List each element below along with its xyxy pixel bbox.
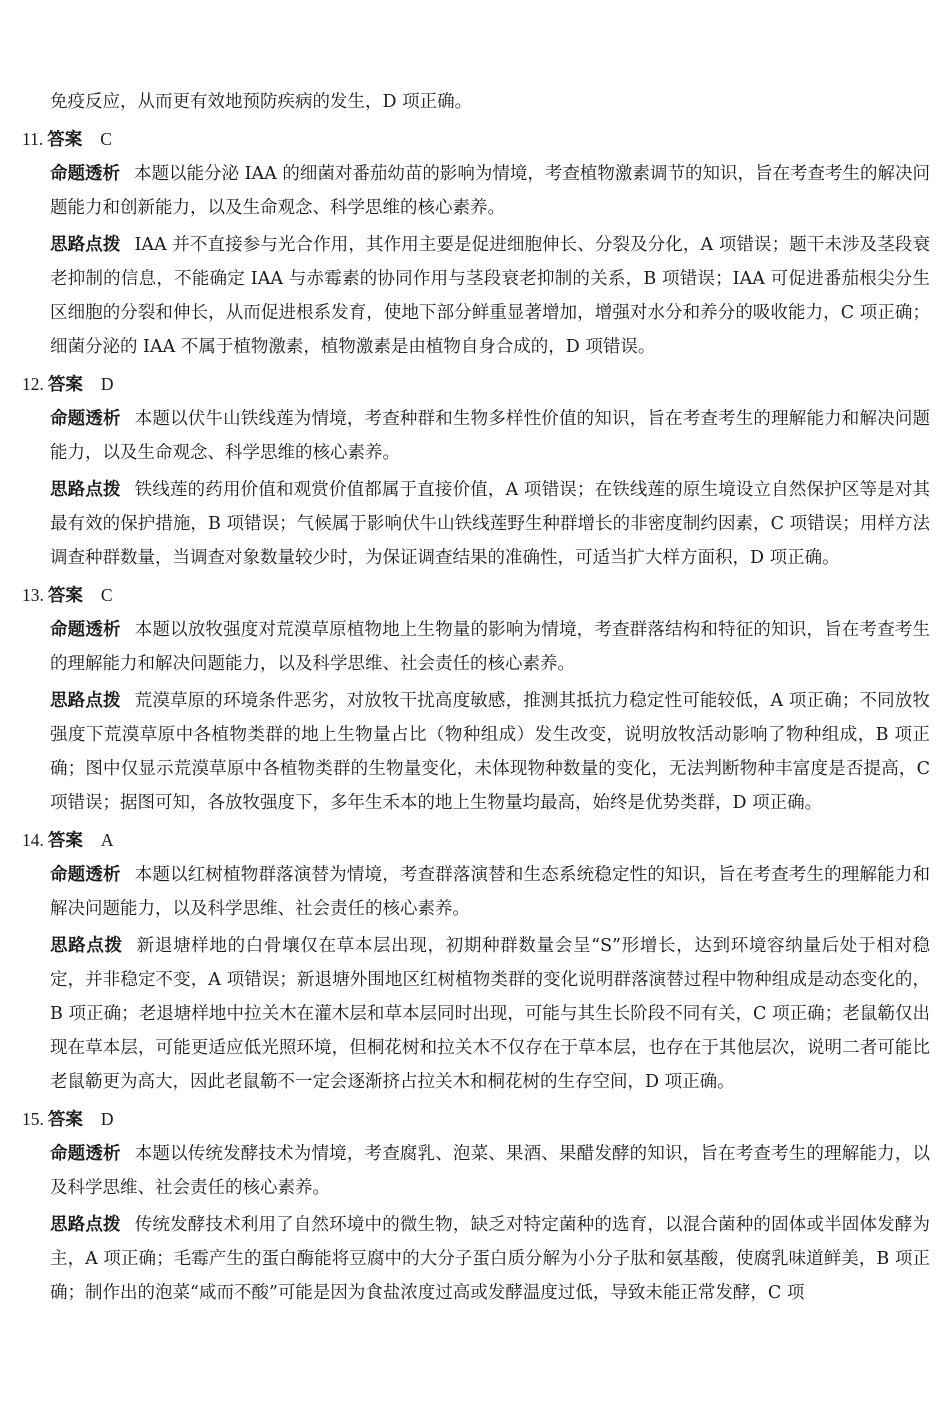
- analysis-text: 本题以能分泌 IAA 的细菌对番茄幼苗的影响为情境，考查植物激素调节的知识，旨在考查考生的解决问题能力和创新能力，以及生命观念、科学思维的核心素养。: [50, 164, 930, 218]
- question-header: [22, 1102, 930, 1137]
- analysis-text: 本题以放牧强度对荒漠草原植物地上生物量的影响为情境，考查群落结构和特征的知识，旨在考查考生的理解能力和解决问题能力，以及科学思维、社会责任的核心素养。: [50, 620, 931, 674]
- analysis-text: 本题以传统发酵技术为情境，考查腐乳、泡菜、果酒、果醋发酵的知识，旨在考查考生的理解能力，以及科学思维、社会责任的核心素养。: [50, 1144, 931, 1198]
- analysis-tag: 命题透析: [50, 865, 121, 885]
- hint-paragraph: [50, 684, 930, 820]
- answer-value: C: [100, 585, 113, 605]
- answer-value: A: [100, 830, 114, 850]
- question-number: 14.: [22, 830, 44, 850]
- question-header: [22, 122, 930, 157]
- question-header: [22, 823, 930, 858]
- answer-label: 答案: [47, 586, 83, 606]
- hint-tag: 思路点拨: [50, 691, 121, 711]
- hint-text: IAA 并不直接参与光合作用，其作用主要是促进细胞伸长、分裂及分化，A 项错误；题干未涉及茎段衰老抑制的信息，不能确定 IAA 与赤霉素的协同作用与茎段衰老抑制的关系，B 项错误；IAA 可促进番茄根尖分生区细胞的分裂和伸长，从而促进根系发育，使地下部分鲜重显著增加，增强对水分和养分的吸收能力，C 项正确；细菌分泌的 IAA 不属于植物激素，植物激素是由植物自身合成的，D 项错误。: [50, 235, 931, 357]
- hint-tag: 思路点拨: [50, 235, 121, 255]
- hint-text: 荒漠草原的环境条件恶劣，对放牧干扰高度敏感，推测其抵抗力稳定性可能较低，A 项正确；不同放牧强度下荒漠草原中各植物类群的地上生物量占比（物种组成）发生改变，说明放牧活动影响了物种组成，B 项正确；图中仅显示荒漠草原中各植物类群的生物量变化，未体现物种数量的变化，无法判断物种丰富度是否提高，C 项错误；据图可知，各放牧强度下，多年生禾本的地上生物量均最高，始终是优势类群，D 项正确。: [50, 691, 931, 813]
- question-11: [22, 122, 931, 364]
- analysis-paragraph: [50, 1137, 930, 1205]
- answer-page: [22, 85, 931, 1313]
- analysis-paragraph: [50, 858, 930, 926]
- answer-value: D: [100, 1109, 114, 1129]
- question-number: 15.: [22, 1109, 44, 1129]
- answer-label: 答案: [47, 375, 83, 395]
- answer-label: 答案: [47, 831, 83, 851]
- hint-text: 传统发酵技术利用了自然环境中的微生物，缺乏对特定菌种的选育，以混合菌种的固体或半固体发酵为主，A 项正确；毛霉产生的蛋白酶能将豆腐中的大分子蛋白质分解为小分子肽和氨基酸，使腐乳味道鲜美，B 项正确；制作出的泡菜“咸而不酸”可能是因为食盐浓度过高或发酵温度过低，导致未能正常发酵，C 项: [50, 1215, 931, 1303]
- question-header: [22, 578, 930, 613]
- hint-paragraph: [50, 473, 930, 575]
- hint-text: 新退塘样地的白骨壤仅在草本层出现，初期种群数量会呈“S”形增长，达到环境容纳量后处于相对稳定，并非稳定不变，A 项错误；新退塘外围地区红树植物类群的变化说明群落演替过程中物种组成是动态变化的，B 项正确；老退塘样地中拉关木在灌木层和草本层同时出现，可能与其生长阶段不同有关，C 项正确；老鼠簕仅出现在草本层，可能更适应低光照环境，但桐花树和拉关木不仅存在于草本层，也存在于其他层次，说明二者可能比老鼠簕更为高大，因此老鼠簕不一定会逐渐挤占拉关木和桐花树的生存空间，D 项正确。: [50, 936, 931, 1092]
- analysis-text: 本题以伏牛山铁线莲为情境，考查种群和生物多样性价值的知识，旨在考查考生的理解能力和解决问题能力，以及生命观念、科学思维的核心素养。: [50, 409, 931, 463]
- hint-text: 铁线莲的药用价值和观赏价值都属于直接价值，A 项错误；在铁线莲的原生境设立自然保护区等是对其最有效的保护措施，B 项错误；气候属于影响伏牛山铁线莲野生种群增长的非密度制约因素，C 项错误；用样方法调查种群数量，当调查对象数量较少时，为保证调查结果的准确性，可适当扩大样方面积，D 项正确。: [50, 480, 931, 568]
- analysis-paragraph: [50, 613, 930, 681]
- answer-value: C: [100, 129, 112, 149]
- answer-value: D: [100, 374, 114, 394]
- question-number: 13.: [22, 585, 44, 605]
- analysis-tag: 命题透析: [50, 409, 121, 429]
- answer-label: 答案: [47, 130, 83, 150]
- question-15: [22, 1102, 931, 1310]
- analysis-tag: 命题透析: [50, 620, 121, 640]
- question-12: [22, 367, 931, 575]
- analysis-text: 本题以红树植物群落演替为情境，考查群落演替和生态系统稳定性的知识，旨在考查考生的理解能力和解决问题能力，以及科学思维、社会责任的核心素养。: [50, 865, 931, 919]
- analysis-paragraph: [50, 157, 930, 225]
- question-14: [22, 823, 931, 1099]
- intro-line: 免疫反应，从而更有效地预防疾病的发生，D 项正确。: [50, 92, 473, 112]
- question-number: 11.: [22, 129, 44, 149]
- hint-tag: 思路点拨: [50, 936, 123, 956]
- question-header: [22, 367, 930, 402]
- analysis-tag: 命题透析: [50, 164, 121, 184]
- analysis-tag: 命题透析: [50, 1144, 121, 1164]
- hint-paragraph: [50, 1208, 930, 1310]
- question-13: [22, 578, 931, 820]
- hint-paragraph: [50, 929, 930, 1099]
- hint-tag: 思路点拨: [50, 480, 121, 500]
- question-number: 12.: [22, 374, 44, 394]
- hint-tag: 思路点拨: [50, 1215, 121, 1235]
- hint-paragraph: [50, 228, 930, 364]
- answer-label: 答案: [47, 1110, 83, 1130]
- analysis-paragraph: [50, 402, 930, 470]
